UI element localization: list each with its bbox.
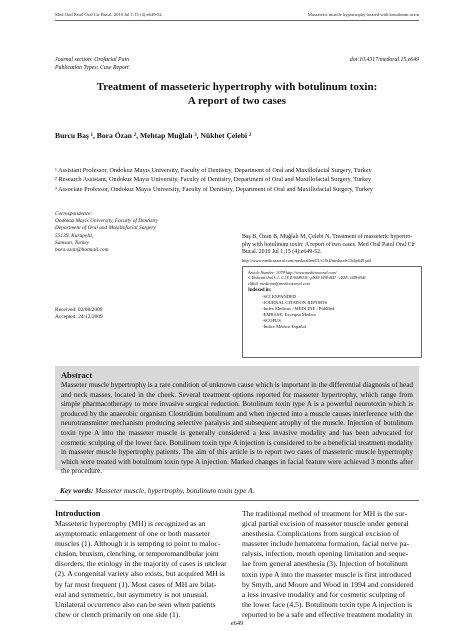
citation bbox=[242, 234, 427, 264]
affiliation: ³ Associate Professor, Ondokuz Mayıs University, Faculty of Dentistry, Department of Oral and Maxillofacial Surgery, Turkey bbox=[55, 185, 374, 193]
text-line: masseter include hematoma formation, facial nerve pa- bbox=[242, 539, 410, 549]
indexed-list bbox=[248, 294, 416, 331]
article-title bbox=[0, 80, 474, 108]
correspondence-email[interactable]: bora.ozan@hotmail.com bbox=[55, 247, 109, 254]
text-line: lae from general anesthesia (3). Injection of botulinum bbox=[242, 559, 408, 569]
dates bbox=[55, 307, 103, 321]
affiliations bbox=[55, 166, 425, 194]
correspondence-line: 55139, Kurupelit, bbox=[55, 232, 94, 239]
text-line: The traditional method of treatment for MH is the sur- bbox=[242, 509, 407, 518]
citation-url[interactable]: http://www.medicinaoral.com/medoralfree01/v15i4/medoralv15i4p649.pdf bbox=[242, 257, 371, 263]
correspondence-line: Department of Oral and Maxillofacial Surgery bbox=[55, 225, 156, 232]
copyright-line: © Medicina Oral S. L. C.I.F. B 96689336 - pISSN 1698-4447 - eISSN: 1698-6946 bbox=[248, 275, 366, 280]
text-line: reported to be a safe and effective treatment modality in bbox=[242, 609, 413, 619]
indexed-heading: Indexed in: bbox=[248, 287, 272, 293]
correspondence-heading: Correspondence: bbox=[55, 211, 93, 217]
indexed-item: -Index Medicus / MEDLINE / PubMed bbox=[262, 305, 335, 311]
abstract-heading: Abstract bbox=[61, 371, 93, 380]
accepted-date: Accepted: 24/12/2009 bbox=[55, 314, 103, 321]
title-line-1: Treatment of masseteric hypertrophy with botulinum toxin: bbox=[96, 81, 378, 93]
received-date: Received: 02/08/2009 bbox=[55, 307, 103, 313]
publication-type: Publication Types: Case Report bbox=[55, 65, 129, 71]
authors: Burcu Baş ¹, Bora Özan ², Mehtap Muğlalı ³, Nükhet Çelebi ² bbox=[55, 131, 252, 140]
citation-line: Baş B, Özan B, Muğlalı M, Çelebi N. Treatment of masseteric hypertro- bbox=[242, 234, 413, 240]
correspondence-line: Ondokuz Mayis University, Faculty of Dentistry bbox=[55, 218, 159, 225]
correspondence bbox=[55, 211, 158, 254]
text-line: asymptomatic enlargement of one or both masseter bbox=[55, 529, 211, 539]
text-line: clusion, bruxism, clenching, or temporomandibular joint bbox=[55, 549, 219, 559]
text-line: Masseteric hypertrophy (MH) is recognized as an bbox=[55, 519, 206, 528]
citation-line: phy with botulinum toxin: A report of two cases. Med Oral Patol Oral Cir bbox=[242, 241, 416, 248]
indexed-item: -Índice Médico Español bbox=[262, 324, 307, 330]
affiliation: ² Research Assistant, Ondokuz Mayıs University, Faculty of Dentistry, Department of Oral and Maxillofacial Surgery, Turkey bbox=[55, 176, 372, 184]
running-header-right: Masseteric muscle hypertrophy treated with botulinum toxin bbox=[307, 12, 419, 17]
title-line-2: A report of two cases bbox=[187, 95, 287, 107]
text-line: muscles (1). Although it is tempting to point to maloc- bbox=[55, 539, 221, 549]
text-line: by Smyth, and Moore and Wood in 1994 and considered bbox=[242, 579, 414, 589]
text-line: toxin type A into the masseter muscle is first introduced bbox=[242, 569, 412, 579]
article-number: Article Number: 3078 http://www.medicinaoral.com/ bbox=[248, 270, 337, 275]
affiliation: ¹ Assistant Professor, Ondokuz Mayıs University, Faculty of Dentistry, Department of Oral and Maxillofacial Surgery, Turkey bbox=[55, 167, 372, 174]
journal-section: Journal section: Orofacial Pain bbox=[55, 57, 130, 63]
text-line: (2). A congenital variety also exists, but acquired MH is bbox=[55, 569, 225, 579]
text-line: ralysis, infection, mouth opening limitation and seque- bbox=[242, 549, 409, 559]
correspondence-line: Samsun, Turkey bbox=[55, 239, 90, 246]
text-line: chew or clench primarily on one side (1). bbox=[55, 609, 181, 619]
indexed-item: -SCOPUS bbox=[262, 318, 281, 324]
text-line: eral and symmetric, but asymmetry is not unusual. bbox=[55, 589, 209, 599]
indexed-item: -EMBASE, Excerpta Medica bbox=[262, 312, 316, 318]
text-line: disorders, the etiology in the majority of cases is unclear bbox=[55, 559, 227, 569]
keywords bbox=[60, 486, 254, 495]
text-line: anesthesia. Complications from surgical excision of bbox=[242, 529, 400, 539]
running-header-left: Med Oral Patol Oral Cir Bucal. 2010 Jul 1;15 (4):e649-52. bbox=[55, 12, 163, 17]
abstract-panel bbox=[55, 366, 419, 476]
introduction-heading: Introduction bbox=[55, 509, 101, 518]
abstract-text: Masseter muscle hypertrophy is a rare condition of unknown cause which is important in the differential diagnosis of head and neck masses, located in the cheek. Several treatment options reported for masseter hypertrophy, which range from simple pharmacotherapy to more invasive surgical reduction. Botulinum toxin type A is a powerful neurotoxin which is produced by the anaerobic organism Clostridium botulinum and when injected into a muscle causes interference with the neurotransmitter mechanism producing selective paralysis and subsequent atrophy of the muscle. Injection of botulinum toxin type A into the masseter muscle is generally considered a less invasive modality and has been advocated for cosmetic sculpting of the lower face. Botulinum toxin type A injection is considered to be a beneficial treatment modality in masseter muscle hypertrophy patients. The aim of this article is to report two cases of masseteric muscle hypertrophy which were treated with botulinum toxin type A injection. Marked changes in facial feature were achieved 3 months after the procedure. bbox=[61, 381, 413, 476]
text-line: gical partial excision of masseter muscle under general bbox=[242, 519, 409, 529]
text-line: the lower face (4,5). Botulinum toxin type A injection is bbox=[242, 599, 413, 609]
text-line: by far most frequent (1). Most cases of MH are bilat- bbox=[55, 579, 217, 589]
header-rule bbox=[55, 20, 419, 21]
keywords-rule bbox=[55, 500, 419, 501]
intro-right-column bbox=[242, 509, 422, 620]
text-line: a less invasive modality and for cosmetic sculpting of bbox=[242, 589, 406, 599]
text-line: Unilateral occurrence also can be seen when patients bbox=[55, 599, 216, 609]
keywords-text: Masseter muscle, hypertrophy, botulinum toxin type A. bbox=[95, 486, 255, 495]
doi: doi:10.4317/medoral.15.e649 bbox=[349, 57, 419, 63]
citation-line: Bucal. 2010 Jul 1;15 (4):e649-52. bbox=[242, 249, 322, 256]
article-info-box bbox=[242, 266, 422, 358]
keywords-label: Key words: bbox=[60, 486, 94, 495]
indexed-item: -JOURNAL CITATION REPORTS bbox=[262, 299, 328, 305]
intro-left-column bbox=[55, 519, 235, 620]
page-number: e649 bbox=[230, 620, 244, 627]
email-line: eMail: medicina@medicinaoral.com bbox=[248, 281, 310, 287]
indexed-item: -SCI EXPANDED bbox=[262, 293, 297, 299]
